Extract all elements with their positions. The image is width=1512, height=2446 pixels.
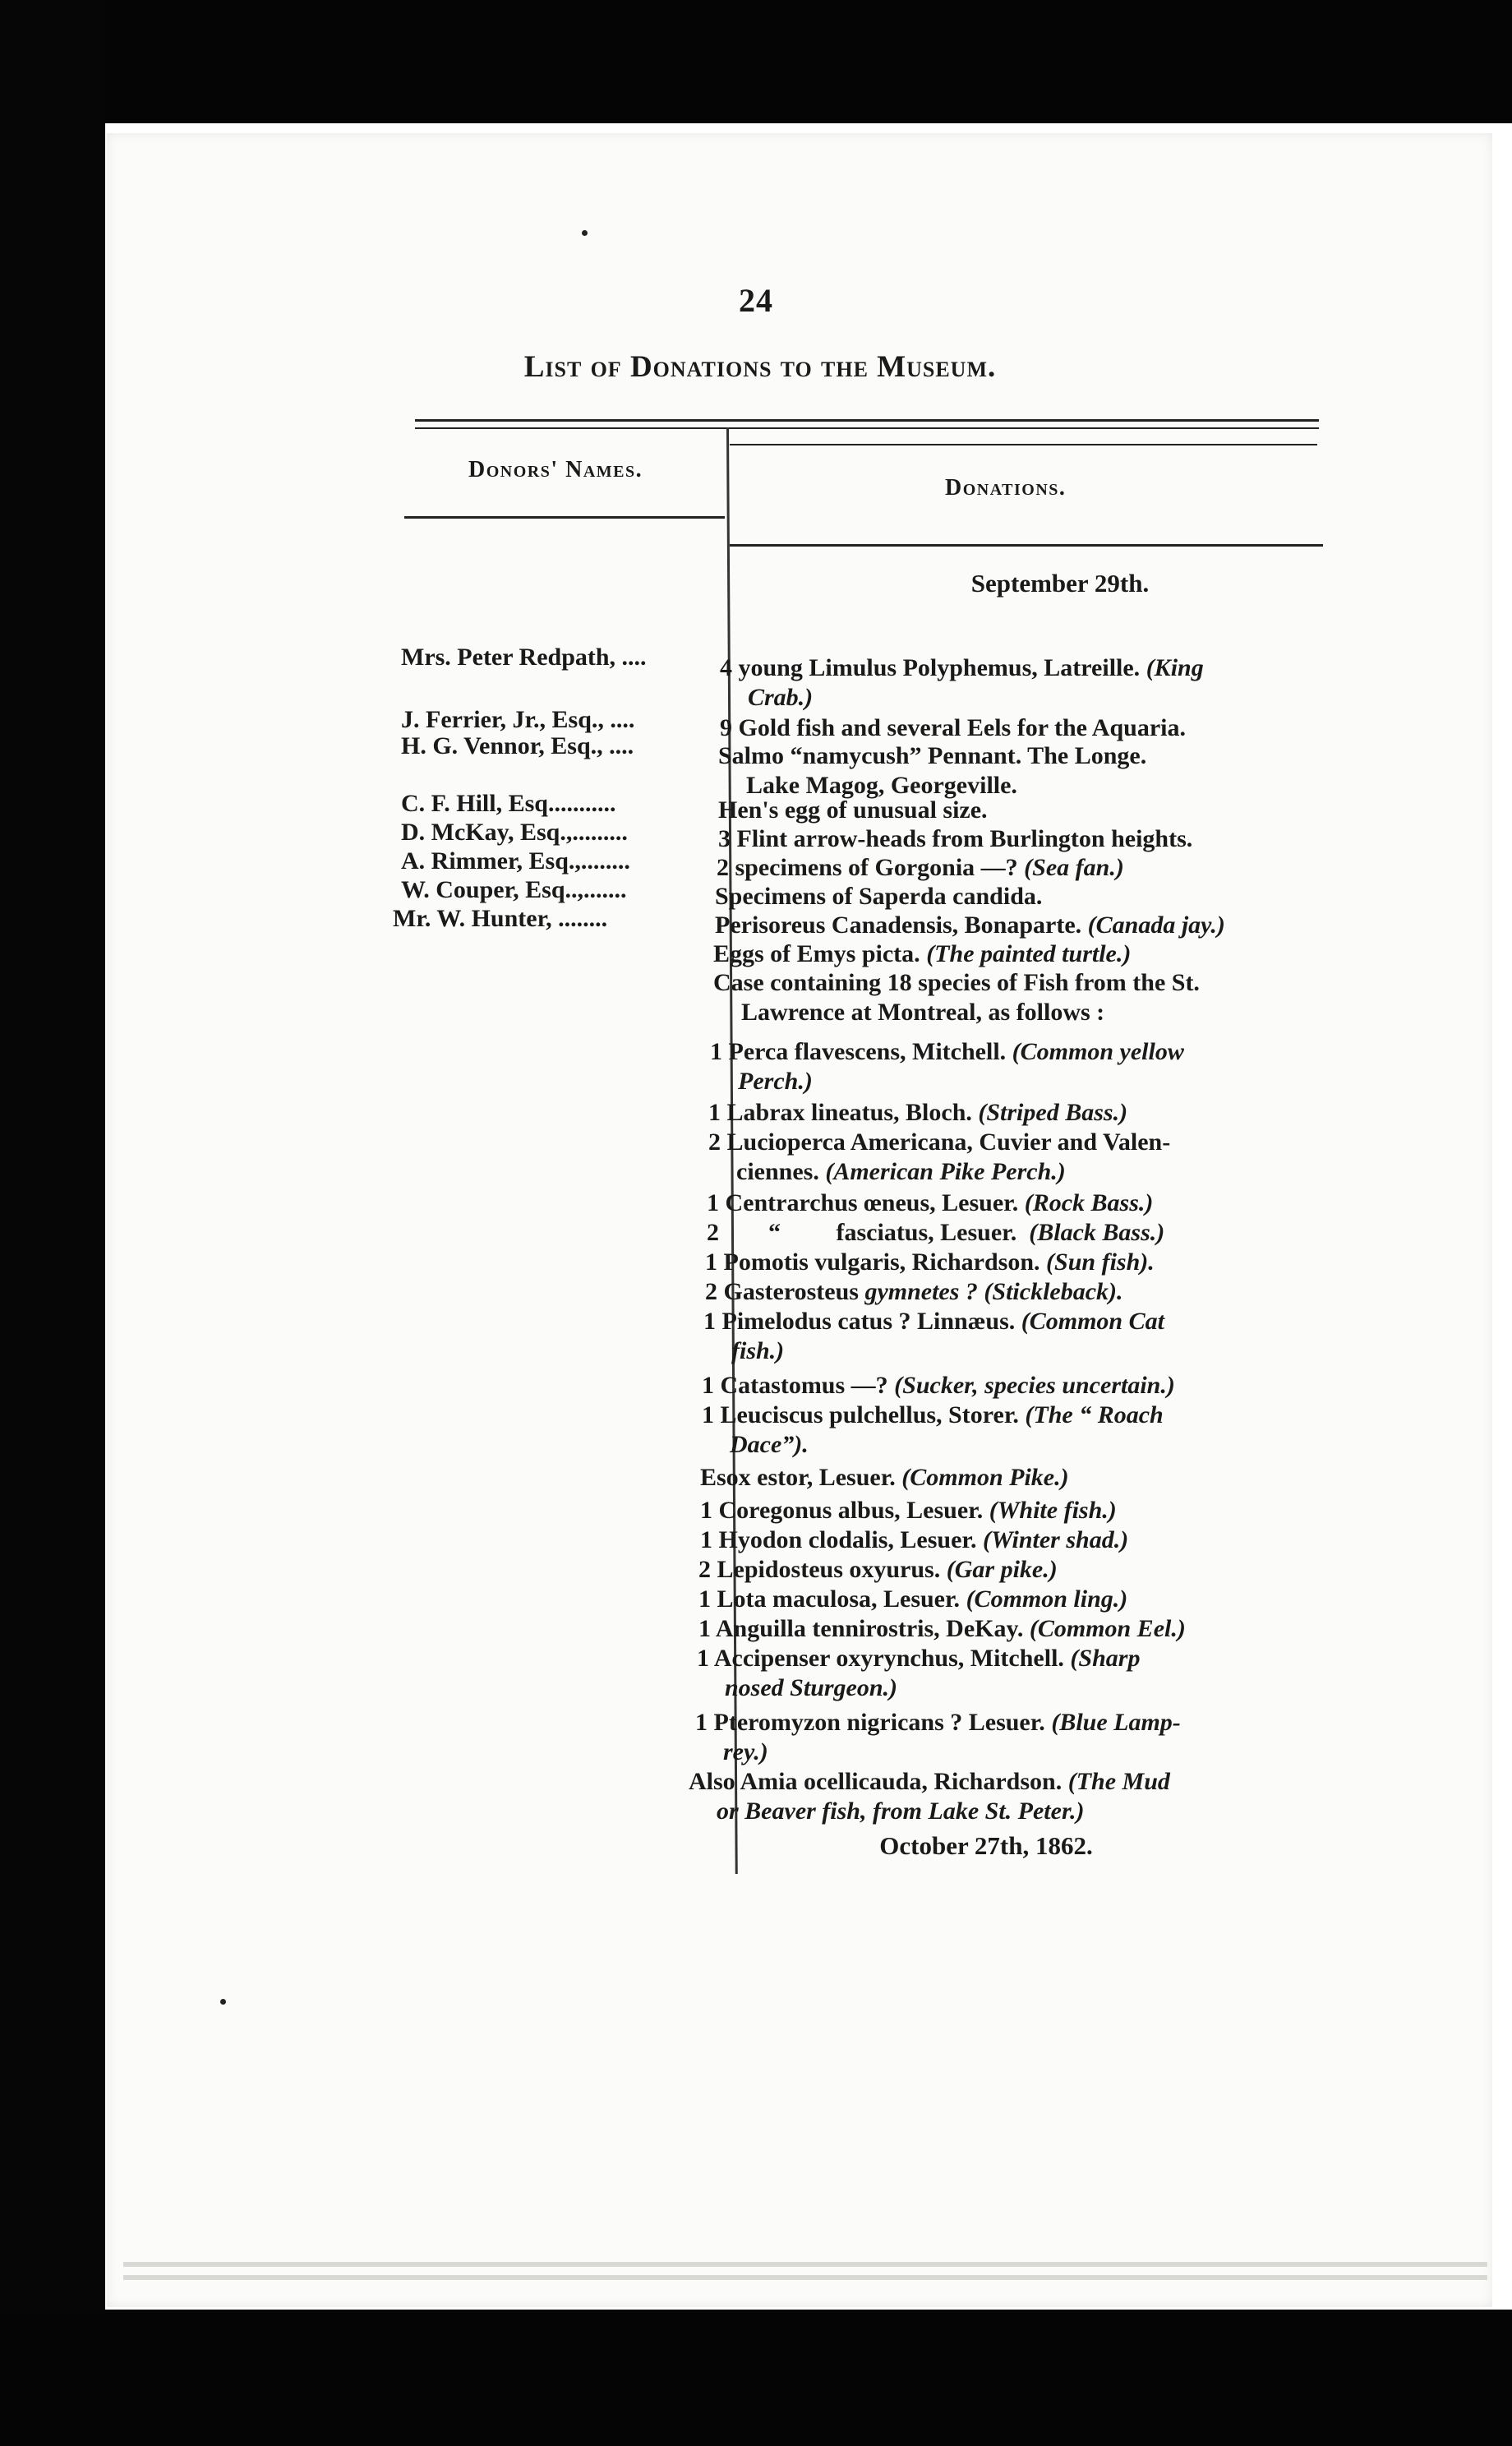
donation-entry: 4 young Limulus Polyphemus, Latreille. (King Crab.)	[720, 654, 1204, 711]
donation-entry: 2 Lepidosteus oxyurus. (Gar pike.)	[698, 1556, 1058, 1583]
header-rule-top-thin	[415, 427, 1319, 429]
donation-entry: 1 Pomotis vulgaris, Richardson. (Sun fish).	[705, 1248, 1155, 1276]
donation-entry: 2 Gasterosteus gymnetes ? (Stickleback).	[705, 1278, 1123, 1305]
donor-name: C. F. Hill, Esq...........	[401, 790, 616, 817]
date-footer: October 27th, 1862.	[879, 1831, 1093, 1860]
donation-entry: 1 Leuciscus pulchellus, Storer. (The “ Roach Dace”).	[702, 1401, 1164, 1458]
donation-entry: Salmo “namycush” Pennant. The Longe. Lake Magog, Georgeville.	[718, 742, 1147, 799]
page-title: List of Donations to the Museum.	[523, 350, 997, 384]
donation-entry: Perisoreus Canadensis, Bonaparte. (Canada jay.)	[715, 911, 1225, 939]
donation-entry: 1 Pimelodus catus ? Linnæus. (Common Cat fish.)	[703, 1308, 1164, 1364]
donation-entry: Esox estor, Lesuer. (Common Pike.)	[700, 1464, 1069, 1491]
donation-entry: 1 Hyodon clodalis, Lesuer. (Winter shad.)	[700, 1526, 1129, 1553]
header-rule-top	[415, 419, 1319, 422]
donor-name: D. McKay, Esq.,.........	[401, 819, 628, 846]
page-bottom-edge	[123, 2262, 1487, 2267]
donor-name: J. Ferrier, Jr., Esq., ....	[401, 706, 635, 733]
donation-entry: 1 Labrax lineatus, Bloch. (Striped Bass.)	[708, 1099, 1128, 1126]
donation-entry: Hen's egg of unusual size.	[718, 796, 988, 824]
donation-entry: Specimens of Saperda candida.	[715, 883, 1043, 910]
donors-header-rule	[404, 516, 725, 519]
donation-entry: Eggs of Emys picta. (The painted turtle.)	[713, 940, 1132, 967]
page-bottom-edge	[123, 2275, 1487, 2280]
donation-entry: 2 specimens of Gorgonia —? (Sea fan.)	[717, 854, 1124, 881]
ink-fleck	[220, 1999, 226, 2005]
ink-fleck	[582, 230, 588, 236]
date-heading: September 29th.	[970, 569, 1150, 598]
donor-name: Mr. W. Hunter, ........	[393, 905, 608, 932]
donation-entry: 1 Accipenser oxyrynchus, Mitchell. (Sharp nosed Sturgeon.)	[697, 1645, 1141, 1701]
film-border-bottom	[0, 2310, 1512, 2446]
donations-header-rule	[730, 544, 1323, 547]
donor-name: H. G. Vennor, Esq., ....	[401, 732, 634, 759]
page-number: 24	[739, 282, 773, 319]
header-rule-thin	[730, 444, 1317, 445]
donation-entry: 1 Perca flavescens, Mitchell. (Common yellow Perch.)	[710, 1038, 1184, 1095]
donation-entry: 1 Catastomus —? (Sucker, species uncertain.)	[702, 1372, 1175, 1399]
donation-entry: 9 Gold fish and several Eels for the Aquaria.	[720, 714, 1186, 741]
donation-entry: 1 Anguilla tennirostris, DeKay. (Common Eel.)	[698, 1615, 1186, 1642]
donation-entry: 1 Pteromyzon nigricans ? Lesuer. (Blue Lamp- rey.)	[695, 1709, 1181, 1765]
film-border-top	[0, 0, 1512, 123]
donation-entry: 1 Coregonus albus, Lesuer. (White fish.)	[700, 1497, 1117, 1524]
donation-entry: 1 Centrarchus œneus, Lesuer. (Rock Bass.)	[707, 1189, 1154, 1216]
donation-entry: 2 Lucioperca Americana, Cuvier and Valen- ciennes. (American Pike Perch.)	[708, 1128, 1171, 1185]
donations-column-header: Donations.	[945, 475, 1067, 501]
donor-name: Mrs. Peter Redpath, ....	[401, 644, 647, 671]
donation-entry: 3 Flint arrow-heads from Burlington heights.	[718, 825, 1193, 852]
donation-entry: Case containing 18 species of Fish from the St. Lawrence at Montreal, as follows :	[713, 969, 1200, 1026]
donation-entry: Also Amia ocellicauda, Richardson. (The Mud or Beaver fish, from Lake St. Peter.)	[689, 1768, 1170, 1825]
donation-entry: 1 Lota maculosa, Lesuer. (Common ling.)	[698, 1585, 1128, 1613]
donor-name: A. Rimmer, Esq.,........	[401, 847, 630, 875]
donation-entry: 2 “ fasciatus, Lesuer. (Black Bass.)	[707, 1219, 1165, 1246]
donors-column-header: Donors' Names.	[468, 457, 643, 482]
donor-name: W. Couper, Esq..,.......	[401, 876, 627, 903]
